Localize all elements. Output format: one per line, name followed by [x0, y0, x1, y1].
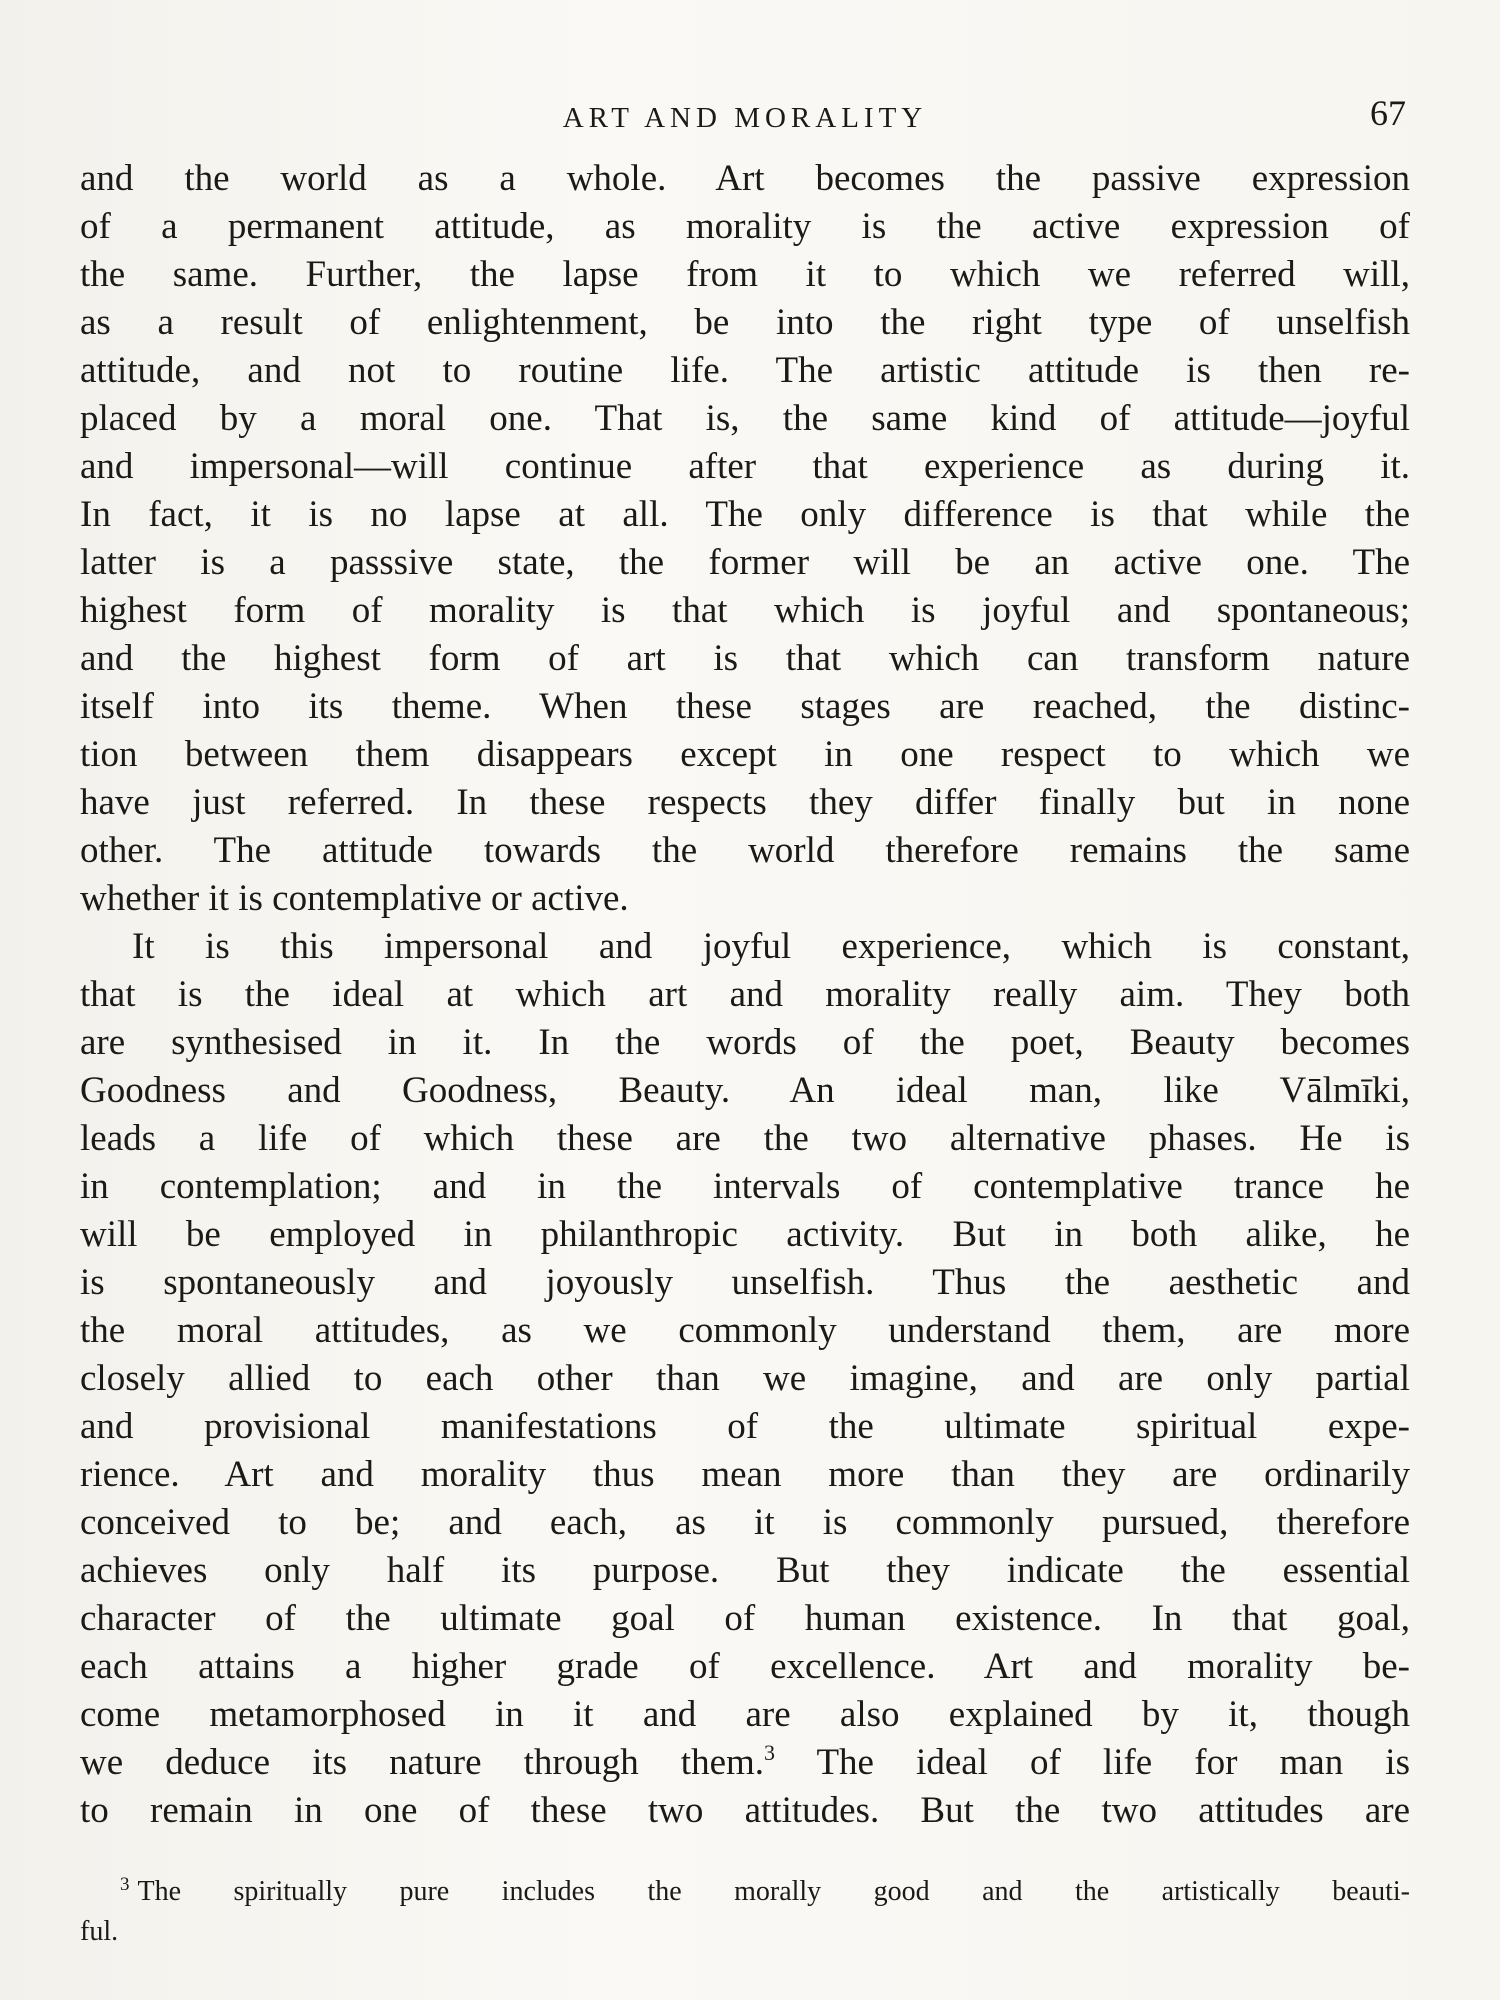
text-line: highest form of morality is that which is joyful and spontaneous;	[80, 590, 1410, 631]
paragraph-start-line: It is this impersonal and joyful experience, which is constant,	[132, 926, 1410, 967]
text-line: rience. Art and morality thus mean more than they are ordinarily	[80, 1454, 1410, 1495]
text-line: closely allied to each other than we imagine, and are only partial	[80, 1358, 1410, 1399]
text-line: character of the ultimate goal of human existence. In that goal,	[80, 1598, 1410, 1639]
text-line: leads a life of which these are the two alternative phases. He is	[80, 1118, 1410, 1159]
text-line: latter is a passsive state, the former will be an active one. The	[80, 542, 1410, 583]
chapter-title: ART AND MORALITY	[562, 102, 928, 134]
text-line: conceived to be; and each, as it is commonly pursued, therefore	[80, 1502, 1410, 1543]
text-line: Goodness and Goodness, Beauty. An ideal man, like Vālmīki,	[80, 1070, 1410, 1111]
text-line: itself into its theme. When these stages are reached, the distinc-	[80, 686, 1410, 727]
text-segment: we deduce its nature through them.	[80, 1742, 765, 1783]
text-line-with-footnote-ref	[80, 1739, 1410, 1787]
text-line: In fact, it is no lapse at all. The only difference is that while the	[80, 494, 1410, 535]
text-line: have just referred. In these respects they differ finally but in none	[80, 782, 1410, 823]
text-line: to remain in one of these two attitudes. But the two attitudes are	[80, 1790, 1410, 1831]
text-line: that is the ideal at which art and morality really aim. They both	[80, 974, 1410, 1015]
body-text	[80, 155, 1410, 1835]
footnote-text: The spiritually pure includes the morally good and the artistically beauti-	[137, 1876, 1410, 1907]
footnote-line	[80, 1872, 1410, 1912]
text-line: of a permanent attitude, as morality is the active expression of	[80, 206, 1410, 247]
text-line: achieves only half its purpose. But they indicate the essential	[80, 1550, 1410, 1591]
text-line: the moral attitudes, as we commonly understand them, are more	[80, 1310, 1410, 1351]
footnote-block	[80, 1872, 1410, 1952]
running-head	[80, 93, 1410, 136]
text-line: and the world as a whole. Art becomes the passive expression	[80, 158, 1410, 199]
text-line: and provisional manifestations of the ultimate spiritual expe-	[80, 1406, 1410, 1447]
text-segment: The ideal of life for man is	[775, 1742, 1410, 1783]
text-line: attitude, and not to routine life. The artistic attitude is then re-	[80, 350, 1410, 391]
text-line: each attains a higher grade of excellence. Art and morality be-	[80, 1646, 1410, 1687]
text-line: tion between them disappears except in one respect to which we	[80, 734, 1410, 775]
text-line: in contemplation; and in the intervals of contemplative trance he	[80, 1166, 1410, 1207]
text-line: and impersonal—will continue after that experience as during it.	[80, 446, 1410, 487]
page-number: 67	[1370, 93, 1406, 133]
text-line: whether it is contemplative or active.	[80, 878, 629, 919]
text-line: other. The attitude towards the world therefore remains the same	[80, 830, 1410, 871]
text-line: as a result of enlightenment, be into the right type of unselfish	[80, 302, 1410, 343]
footnote-marker: 3	[120, 1874, 130, 1895]
footnote-reference: 3	[764, 1740, 776, 1765]
text-line: the same. Further, the lapse from it to which we referred will,	[80, 254, 1410, 295]
text-line: is spontaneously and joyously unselfish. Thus the aesthetic and	[80, 1262, 1410, 1303]
text-line: placed by a moral one. That is, the same kind of attitude—joyful	[80, 398, 1410, 439]
text-line: and the highest form of art is that which can transform nature	[80, 638, 1410, 679]
text-line: will be employed in philanthropic activity. But in both alike, he	[80, 1214, 1410, 1255]
text-line: come metamorphosed in it and are also explained by it, though	[80, 1694, 1410, 1735]
text-line: are synthesised in it. In the words of the poet, Beauty becomes	[80, 1022, 1410, 1063]
footnote-line: ful.	[80, 1916, 119, 1947]
